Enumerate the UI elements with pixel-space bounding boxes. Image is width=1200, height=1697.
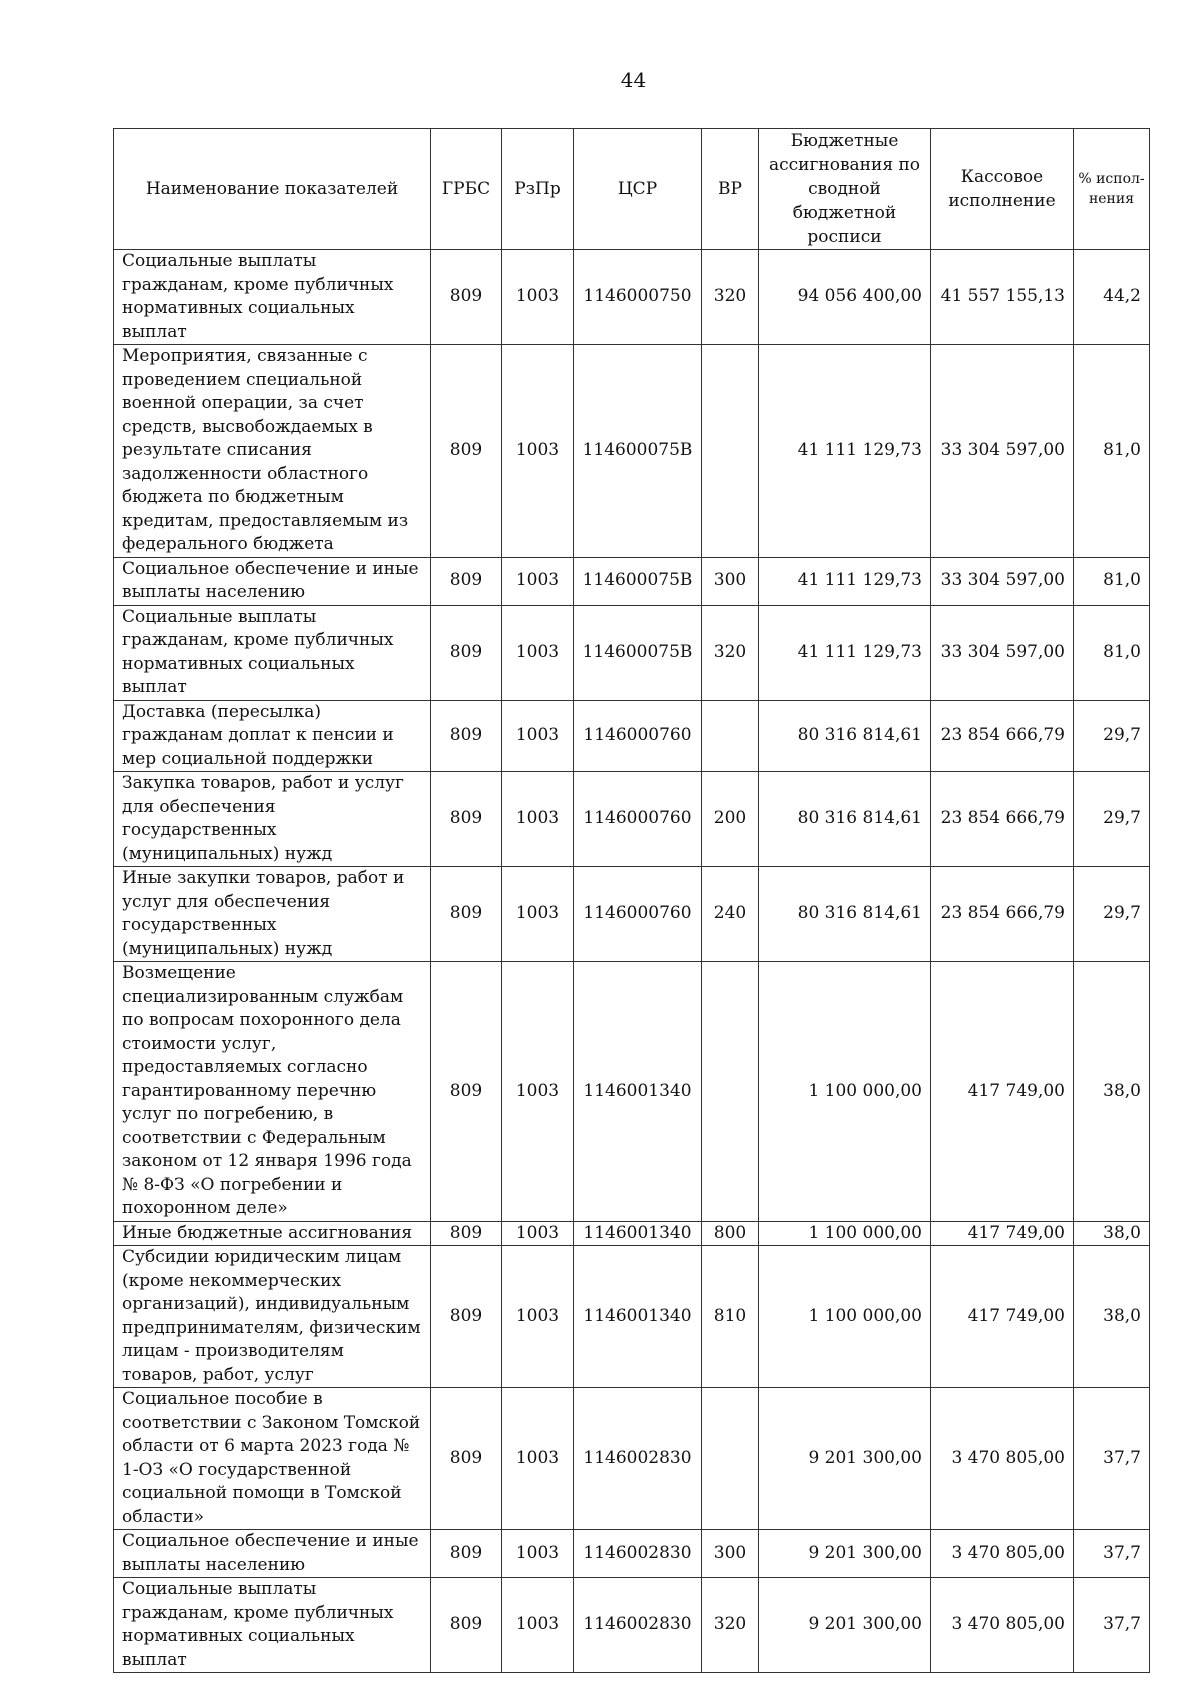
row-rzpr: 1003 xyxy=(502,962,574,1222)
row-grbs: 809 xyxy=(431,1388,502,1530)
row-csr: 1146001340 xyxy=(574,1221,702,1246)
row-cash-execution: 417 749,00 xyxy=(931,1221,1074,1246)
row-rzpr: 1003 xyxy=(502,867,574,962)
table-row xyxy=(114,557,1150,605)
row-csr: 1146001340 xyxy=(574,962,702,1222)
row-name: Закупка товаров, работ и услуг для обеспечения государственных (муниципальных) нужд xyxy=(114,772,431,867)
table-row xyxy=(114,962,1150,1222)
row-grbs: 809 xyxy=(431,250,502,345)
page-number: 44 xyxy=(620,68,647,92)
row-vr: 800 xyxy=(702,1221,759,1246)
row-assignments: 9 201 300,00 xyxy=(759,1578,931,1673)
row-name: Социальные выплаты гражданам, кроме публичных нормативных социальных выплат xyxy=(114,605,431,700)
row-name: Социальные выплаты гражданам, кроме публичных нормативных социальных выплат xyxy=(114,1578,431,1673)
row-cash-execution: 23 854 666,79 xyxy=(931,700,1074,772)
row-grbs: 809 xyxy=(431,867,502,962)
row-csr: 1146000760 xyxy=(574,867,702,962)
row-csr: 114600075В xyxy=(574,345,702,558)
row-vr: 300 xyxy=(702,557,759,605)
row-rzpr: 1003 xyxy=(502,1221,574,1246)
row-name: Социальное пособие в соответствии с Законом Томской области от 6 марта 2023 года № 1-ОЗ «О государственной социальной помощи в Томской области» xyxy=(114,1388,431,1530)
row-percent: 37,7 xyxy=(1074,1388,1150,1530)
row-cash-execution: 23 854 666,79 xyxy=(931,772,1074,867)
row-rzpr: 1003 xyxy=(502,700,574,772)
row-vr: 320 xyxy=(702,1578,759,1673)
row-assignments: 1 100 000,00 xyxy=(759,1246,931,1388)
row-assignments: 1 100 000,00 xyxy=(759,1221,931,1246)
row-percent: 81,0 xyxy=(1074,605,1150,700)
row-grbs: 809 xyxy=(431,557,502,605)
table-row xyxy=(114,1388,1150,1530)
row-grbs: 809 xyxy=(431,772,502,867)
row-csr: 1146002830 xyxy=(574,1578,702,1673)
row-assignments: 9 201 300,00 xyxy=(759,1388,931,1530)
row-percent: 38,0 xyxy=(1074,1246,1150,1388)
row-assignments: 41 111 129,73 xyxy=(759,345,931,558)
row-grbs: 809 xyxy=(431,1246,502,1388)
row-vr xyxy=(702,962,759,1222)
row-percent: 37,7 xyxy=(1074,1578,1150,1673)
table-row xyxy=(114,250,1150,345)
row-vr xyxy=(702,700,759,772)
row-csr: 1146000760 xyxy=(574,772,702,867)
table-row xyxy=(114,605,1150,700)
budget-execution-table xyxy=(113,128,1150,1673)
table-row xyxy=(114,867,1150,962)
table-row xyxy=(114,700,1150,772)
row-assignments: 41 111 129,73 xyxy=(759,557,931,605)
header-assignments: Бюджетные ассигнования по сводной бюджетной росписи xyxy=(759,129,931,250)
row-vr: 300 xyxy=(702,1530,759,1578)
row-assignments: 80 316 814,61 xyxy=(759,700,931,772)
header-grbs: ГРБС xyxy=(431,129,502,250)
row-percent: 29,7 xyxy=(1074,772,1150,867)
table-row xyxy=(114,772,1150,867)
row-rzpr: 1003 xyxy=(502,1578,574,1673)
row-assignments: 1 100 000,00 xyxy=(759,962,931,1222)
row-cash-execution: 417 749,00 xyxy=(931,962,1074,1222)
row-vr: 240 xyxy=(702,867,759,962)
row-cash-execution: 3 470 805,00 xyxy=(931,1530,1074,1578)
row-vr: 320 xyxy=(702,250,759,345)
row-rzpr: 1003 xyxy=(502,345,574,558)
row-csr: 1146000750 xyxy=(574,250,702,345)
row-grbs: 809 xyxy=(431,962,502,1222)
row-rzpr: 1003 xyxy=(502,605,574,700)
row-name: Иные бюджетные ассигнования xyxy=(114,1221,431,1246)
table-header-row xyxy=(114,129,1150,250)
row-assignments: 94 056 400,00 xyxy=(759,250,931,345)
row-csr: 1146002830 xyxy=(574,1388,702,1530)
row-assignments: 80 316 814,61 xyxy=(759,772,931,867)
row-cash-execution: 417 749,00 xyxy=(931,1246,1074,1388)
row-cash-execution: 41 557 155,13 xyxy=(931,250,1074,345)
row-name: Социальное обеспечение и иные выплаты населению xyxy=(114,1530,431,1578)
row-name: Доставка (пересылка) гражданам доплат к пенсии и мер социальной поддержки xyxy=(114,700,431,772)
row-cash-execution: 3 470 805,00 xyxy=(931,1388,1074,1530)
header-percent: % испол-нения xyxy=(1074,129,1150,250)
row-csr: 1146002830 xyxy=(574,1530,702,1578)
row-rzpr: 1003 xyxy=(502,250,574,345)
row-name: Социальное обеспечение и иные выплаты населению xyxy=(114,557,431,605)
header-name: Наименование показателей xyxy=(114,129,431,250)
table-row xyxy=(114,1530,1150,1578)
table-row xyxy=(114,1578,1150,1673)
row-cash-execution: 23 854 666,79 xyxy=(931,867,1074,962)
row-rzpr: 1003 xyxy=(502,1388,574,1530)
row-rzpr: 1003 xyxy=(502,1246,574,1388)
row-csr: 114600075В xyxy=(574,557,702,605)
row-vr: 320 xyxy=(702,605,759,700)
row-percent: 29,7 xyxy=(1074,700,1150,772)
row-percent: 81,0 xyxy=(1074,345,1150,558)
header-rzpr: РзПр xyxy=(502,129,574,250)
row-cash-execution: 3 470 805,00 xyxy=(931,1578,1074,1673)
table-body xyxy=(114,250,1150,1673)
row-percent: 37,7 xyxy=(1074,1530,1150,1578)
row-grbs: 809 xyxy=(431,605,502,700)
header-vr: ВР xyxy=(702,129,759,250)
table-row xyxy=(114,1246,1150,1388)
row-csr: 1146001340 xyxy=(574,1246,702,1388)
row-csr: 114600075В xyxy=(574,605,702,700)
row-grbs: 809 xyxy=(431,700,502,772)
row-assignments: 9 201 300,00 xyxy=(759,1530,931,1578)
row-percent: 38,0 xyxy=(1074,1221,1150,1246)
row-name: Социальные выплаты гражданам, кроме публичных нормативных социальных выплат xyxy=(114,250,431,345)
row-percent: 38,0 xyxy=(1074,962,1150,1222)
row-percent: 44,2 xyxy=(1074,250,1150,345)
row-percent: 81,0 xyxy=(1074,557,1150,605)
row-cash-execution: 33 304 597,00 xyxy=(931,557,1074,605)
row-name: Возмещение специализированным службам по вопросам похоронного дела стоимости услуг, предоставляемых согласно гарантированному перечню услуг по погребению, в соответствии с Федеральным законом от 12 января 1996 года № 8-ФЗ «О погребении и похоронном деле» xyxy=(114,962,431,1222)
row-vr xyxy=(702,345,759,558)
row-assignments: 80 316 814,61 xyxy=(759,867,931,962)
row-assignments: 41 111 129,73 xyxy=(759,605,931,700)
row-grbs: 809 xyxy=(431,1221,502,1246)
row-grbs: 809 xyxy=(431,1530,502,1578)
table-row xyxy=(114,345,1150,558)
row-name: Мероприятия, связанные с проведением специальной военной операции, за счет средств, высвобождаемых в результате списания задолженности областного бюджета по бюджетным кредитам, предоставляемым из федерального бюджета xyxy=(114,345,431,558)
row-rzpr: 1003 xyxy=(502,557,574,605)
row-vr: 200 xyxy=(702,772,759,867)
row-vr: 810 xyxy=(702,1246,759,1388)
row-csr: 1146000760 xyxy=(574,700,702,772)
row-cash-execution: 33 304 597,00 xyxy=(931,605,1074,700)
row-vr xyxy=(702,1388,759,1530)
row-percent: 29,7 xyxy=(1074,867,1150,962)
header-cash-execution: Кассовое исполнение xyxy=(931,129,1074,250)
header-csr: ЦСР xyxy=(574,129,702,250)
row-name: Субсидии юридическим лицам (кроме некоммерческих организаций), индивидуальным предпринимателям, физическим лицам - производителям товаров, работ, услуг xyxy=(114,1246,431,1388)
table-row xyxy=(114,1221,1150,1246)
row-rzpr: 1003 xyxy=(502,1530,574,1578)
row-grbs: 809 xyxy=(431,345,502,558)
row-rzpr: 1003 xyxy=(502,772,574,867)
row-name: Иные закупки товаров, работ и услуг для обеспечения государственных (муниципальных) нужд xyxy=(114,867,431,962)
row-grbs: 809 xyxy=(431,1578,502,1673)
row-cash-execution: 33 304 597,00 xyxy=(931,345,1074,558)
